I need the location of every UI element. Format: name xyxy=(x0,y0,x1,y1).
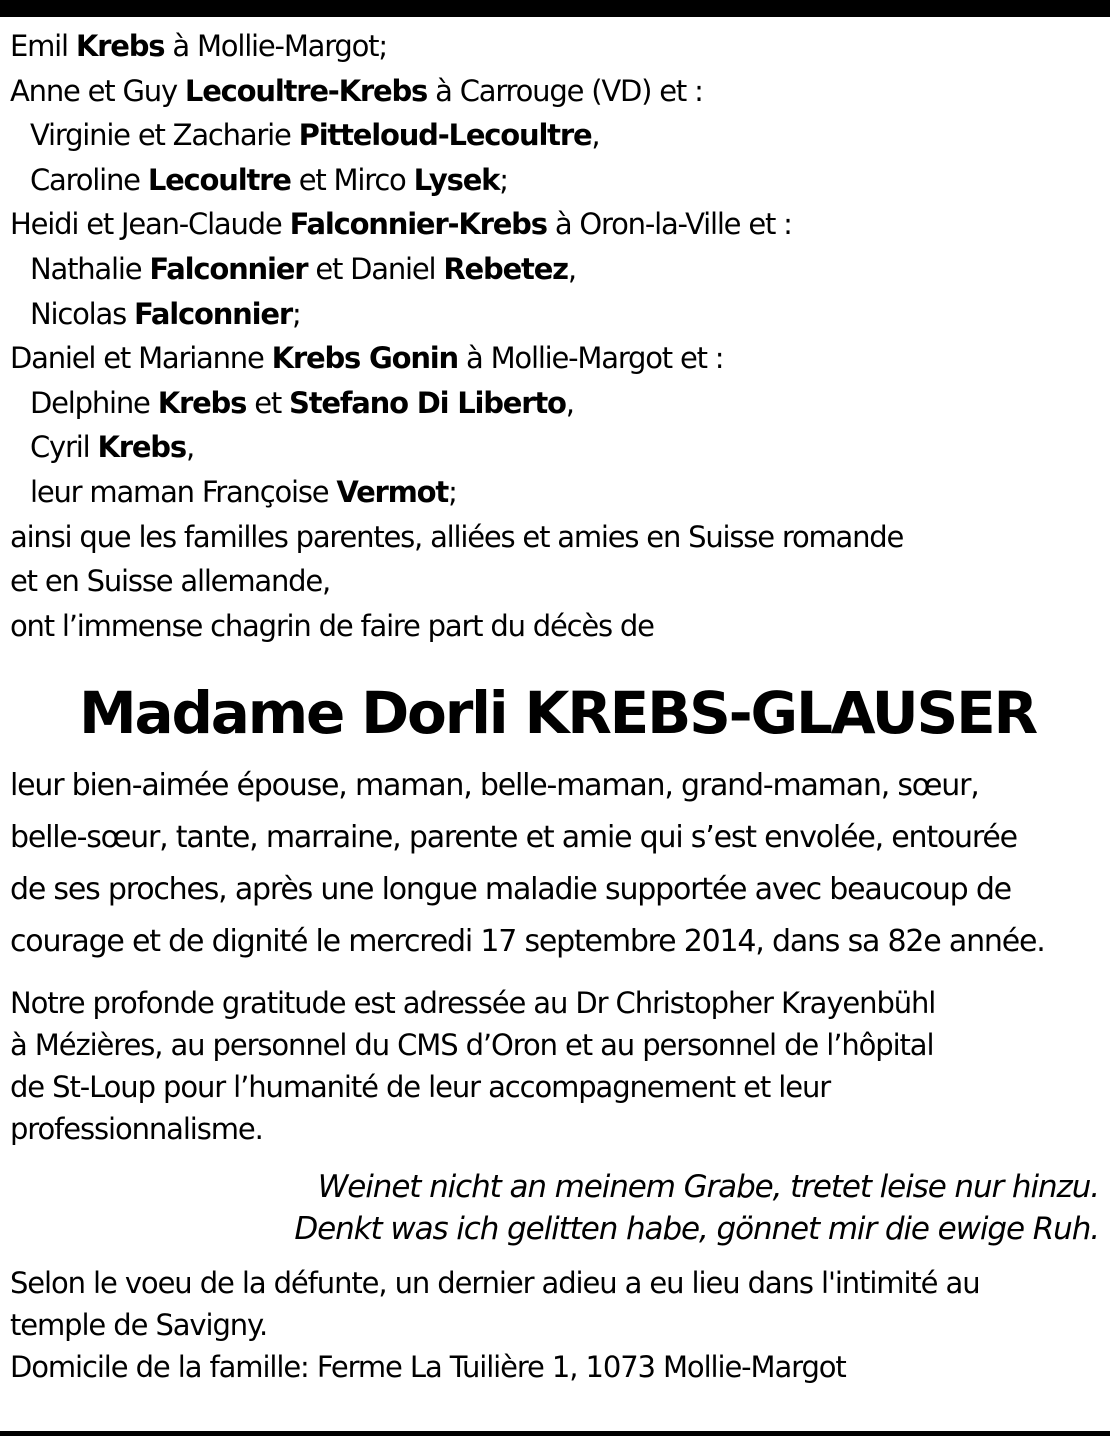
text: et xyxy=(246,385,290,420)
text: , xyxy=(565,385,574,420)
family-line xyxy=(10,247,1105,292)
family-line: ont l’immense chagrin de faire part du décès de xyxy=(10,608,654,643)
bottom-border-rule xyxy=(0,1431,1110,1436)
family-line xyxy=(10,158,1105,203)
text: ; xyxy=(499,162,508,197)
text: leur maman Françoise xyxy=(30,474,337,509)
closing-paragraph xyxy=(10,1262,1105,1388)
family-line xyxy=(10,24,1105,69)
surname: Krebs Gonin xyxy=(271,341,458,376)
tribute-line: courage et de dignité le mercredi 17 septembre 2014, dans sa 82e année. xyxy=(10,924,1045,960)
poem-line: Denkt was ich gelitten habe, gönnet mir die ewige Ruh. xyxy=(294,1211,1099,1248)
text: Emil xyxy=(10,29,76,63)
surname: Lecoultre-Krebs xyxy=(184,73,428,108)
surname: Falconnier xyxy=(134,296,292,331)
surname: Krebs xyxy=(75,29,165,63)
closing-line: Selon le voeu de la défunte, un dernier adieu a eu lieu dans l'intimité au xyxy=(10,1266,980,1301)
top-border-rule xyxy=(0,0,1110,17)
text: Daniel et Marianne xyxy=(10,341,272,376)
text: Nathalie xyxy=(30,251,150,286)
family-line: ainsi que les familles parentes, alliées et amies en Suisse romande xyxy=(10,519,904,554)
gratitude-paragraph xyxy=(10,982,1105,1150)
deceased-name-headline: Madame Dorli KREBS-GLAUSER xyxy=(79,679,1036,748)
tribute-paragraph xyxy=(10,760,1105,968)
text: Nicolas xyxy=(30,296,134,331)
family-line xyxy=(10,470,1105,515)
text: Virginie et Zacharie xyxy=(30,118,299,153)
poem-verse xyxy=(10,1166,1105,1250)
obituary-notice xyxy=(10,24,1105,1388)
text: , xyxy=(591,118,600,153)
text: à Mollie-Margot et : xyxy=(457,341,724,376)
poem-line: Weinet nicht an meinem Grabe, tretet leise nur hinzu. xyxy=(317,1169,1099,1206)
text: Heidi et Jean-Claude xyxy=(10,207,290,242)
closing-line: temple de Savigny. xyxy=(10,1308,268,1343)
surname: Krebs xyxy=(97,430,186,465)
text: à Carrouge (VD) et : xyxy=(427,73,703,108)
surname: Pitteloud-Lecoultre xyxy=(298,118,592,153)
text: et Daniel xyxy=(307,251,444,286)
text: Cyril xyxy=(30,430,98,465)
text: à Mollie-Margot; xyxy=(164,29,387,63)
text: à Oron-la-Ville et : xyxy=(546,207,792,242)
family-line: et en Suisse allemande, xyxy=(10,564,330,599)
family-line xyxy=(10,69,1105,114)
tribute-line: leur bien-aimée épouse, maman, belle-maman, grand-maman, sœur, xyxy=(10,768,979,804)
text: ; xyxy=(291,296,301,331)
tribute-line: de ses proches, après une longue maladie supportée avec beaucoup de xyxy=(10,872,1011,908)
text: , xyxy=(185,430,194,465)
tribute-line: belle-sœur, tante, marraine, parente et amie qui s’est envolée, entourée xyxy=(10,820,1017,856)
family-line xyxy=(10,113,1105,158)
surname: Stefano Di Liberto xyxy=(289,385,566,420)
surname: Krebs xyxy=(157,385,247,420)
surname: Lecoultre xyxy=(147,162,291,197)
gratitude-line: professionnalisme. xyxy=(10,1112,263,1147)
gratitude-line: à Mézières, au personnel du CMS d’Oron et au personnel de l’hôpital xyxy=(10,1028,934,1063)
surname: Falconnier xyxy=(149,251,308,286)
family-line xyxy=(10,336,1105,381)
gratitude-line: de St-Loup pour l’humanité de leur accompagnement et leur xyxy=(10,1070,831,1105)
text: et Mirco xyxy=(290,162,414,197)
family-address: Domicile de la famille: Ferme La Tuilière 1, 1073 Mollie-Margot xyxy=(10,1350,846,1385)
text: Delphine xyxy=(30,385,158,420)
surname: Vermot xyxy=(336,474,449,509)
surname: Falconnier-Krebs xyxy=(289,207,547,242)
surname: Rebetez xyxy=(443,251,568,286)
family-list xyxy=(10,24,1105,648)
text: ; xyxy=(448,474,457,509)
family-line xyxy=(10,292,1105,337)
gratitude-line: Notre profonde gratitude est adressée au Dr Christopher Krayenbühl xyxy=(10,986,936,1021)
text: Anne et Guy xyxy=(10,73,185,108)
family-line xyxy=(10,425,1105,470)
surname: Lysek xyxy=(413,162,500,197)
family-line xyxy=(10,381,1105,426)
family-line xyxy=(10,202,1105,247)
text: Caroline xyxy=(30,162,148,197)
text: , xyxy=(567,251,576,286)
